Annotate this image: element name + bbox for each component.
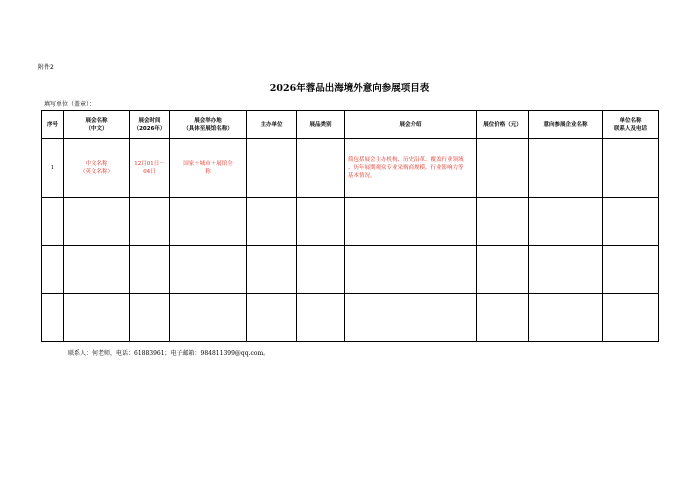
- cell-empty[interactable]: [247, 294, 297, 342]
- cell-empty[interactable]: [247, 198, 297, 246]
- page-title: 2026年蓉品出海境外意向参展项目表: [269, 83, 430, 94]
- cell-intro[interactable]: 简包括展会主办机构、历史沿革、覆盖行业领域 、历年展期观众专业采购商规模、行业影响力等 基本情况。: [345, 139, 477, 198]
- cell-empty[interactable]: [603, 246, 659, 294]
- header-venue: 展会举办地 （具体至展馆名称）: [170, 111, 247, 139]
- cell-time[interactable]: 12月01日－ 04日: [130, 139, 170, 198]
- cell-contact[interactable]: [603, 139, 659, 198]
- header-price: 展位价格（元）: [477, 111, 529, 139]
- cell-empty[interactable]: [529, 294, 603, 342]
- cell-empty[interactable]: [477, 246, 529, 294]
- cell-index[interactable]: 1: [42, 139, 64, 198]
- header-organizer: 主办单位: [247, 111, 297, 139]
- cell-empty[interactable]: [42, 246, 64, 294]
- cell-empty[interactable]: [345, 198, 477, 246]
- cell-empty[interactable]: [477, 198, 529, 246]
- table-row: [42, 294, 659, 342]
- cell-empty[interactable]: [42, 294, 64, 342]
- cell-price[interactable]: [477, 139, 529, 198]
- cell-empty[interactable]: [477, 294, 529, 342]
- cell-company[interactable]: [529, 139, 603, 198]
- exhibition-table: [41, 110, 659, 342]
- cell-empty[interactable]: [130, 294, 170, 342]
- header-contact: 单位名称 联系人及电话: [603, 111, 659, 139]
- cell-empty[interactable]: [529, 198, 603, 246]
- table-row: [42, 198, 659, 246]
- attachment-label: 附件2: [38, 64, 54, 71]
- filler-unit-label: 填写单位（盖章）：: [44, 101, 96, 108]
- header-time: 展会时间 （2026年）: [130, 111, 170, 139]
- cell-empty[interactable]: [64, 198, 130, 246]
- cell-empty[interactable]: [297, 294, 345, 342]
- cell-empty[interactable]: [529, 246, 603, 294]
- cell-category[interactable]: [297, 139, 345, 198]
- cell-empty[interactable]: [64, 294, 130, 342]
- cell-empty[interactable]: [64, 246, 130, 294]
- cell-empty[interactable]: [345, 246, 477, 294]
- table-row: [42, 246, 659, 294]
- cell-empty[interactable]: [603, 198, 659, 246]
- contact-info: 联系人：何老师，电话：61883961；电子邮箱：984811399@qq.com。: [68, 350, 270, 357]
- cell-empty[interactable]: [130, 198, 170, 246]
- header-intro: 展会介绍: [345, 111, 477, 139]
- cell-name[interactable]: 中文名称 （英文名称）: [64, 139, 130, 198]
- cell-empty[interactable]: [297, 198, 345, 246]
- header-category: 展品类别: [297, 111, 345, 139]
- cell-empty[interactable]: [345, 294, 477, 342]
- header-index: 序号: [42, 111, 64, 139]
- cell-organizer[interactable]: [247, 139, 297, 198]
- cell-empty[interactable]: [170, 246, 247, 294]
- table-row: [42, 139, 659, 198]
- header-company: 意向参展企业名称: [529, 111, 603, 139]
- cell-empty[interactable]: [603, 294, 659, 342]
- cell-empty[interactable]: [247, 246, 297, 294]
- cell-empty[interactable]: [42, 198, 64, 246]
- cell-empty[interactable]: [130, 246, 170, 294]
- header-row: [42, 111, 659, 139]
- header-name: 展会名称 （中文）: [64, 111, 130, 139]
- cell-empty[interactable]: [297, 246, 345, 294]
- cell-venue[interactable]: 国家＋城市＋展馆全 称: [170, 139, 247, 198]
- cell-empty[interactable]: [170, 198, 247, 246]
- cell-empty[interactable]: [170, 294, 247, 342]
